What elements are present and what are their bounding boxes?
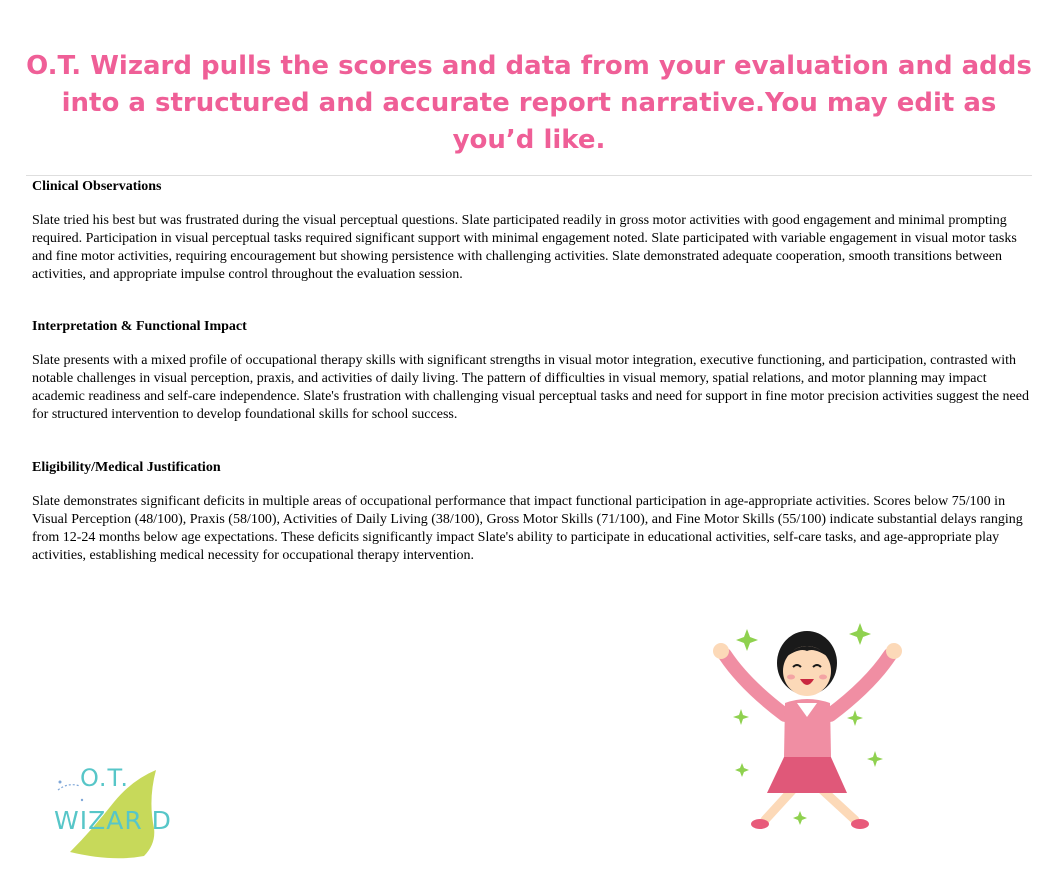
section-title: Eligibility/Medical Justification — [32, 460, 221, 475]
section-title: Interpretation & Functional Impact — [32, 319, 247, 334]
ot-wizard-logo — [52, 760, 177, 860]
section-clinical-observations — [32, 178, 1032, 284]
section-body[interactable]: Slate presents with a mixed profile of occupational therapy skills with significant strengths in visual motor integration, executive functioning, and participation, contrasted with notable challenges in visual perception, praxis, and activities of daily living. The pattern of difficulties in visual memory, spatial relations, and motor planning may impact academic readiness and self-care independence. Slate's frustration with challenging visual perceptual tasks and need for support in fine motor precision activities suggest the need for structured intervention to develop foundational skills for school success. — [32, 353, 1029, 422]
section-body[interactable]: Slate tried his best but was frustrated during the visual perceptual questions. Slate participated readily in gross motor activities with good engagement and minimal prompting required. Participation in visual perceptual tasks required significant support with minimal engagement noted. Slate participated with variable engagement in visual motor tasks and fine motor activities, requiring encouragement but showing persistence with challenging activities. Slate demonstrated adequate cooperation, smooth transitions between activities, and appropriate impulse control throughout the evaluation session. — [32, 213, 1017, 282]
section-body[interactable]: Slate demonstrates significant deficits in multiple areas of occupational performance that impact functional participation in age-appropriate activities. Scores below 75/100 in Visual Perception (48/100), Praxis (58/100), Activities of Daily Living (38/100), Gross Motor Skills (71/100), and Fine Motor Skills (55/100) indicate substantial delays ranging from 12-24 months below age expectations. These deficits significantly impact Slate's ability to participate in educational activities, self-care tasks, and age-appropriate play activities, establishing medical necessity for occupational therapy intervention. — [32, 494, 1023, 563]
section-interpretation — [32, 318, 1032, 424]
headline: O.T. Wizard pulls the scores and data from your evaluation and adds into a structured and accurate report narrative.You may edit as you’d like. — [26, 51, 1032, 155]
section-eligibility — [32, 459, 1032, 565]
logo-line-1: O.T. — [80, 764, 129, 792]
logo-line-2: WIZAR D — [54, 806, 172, 835]
cheerful-girl-icon — [705, 615, 910, 835]
divider — [26, 175, 1032, 176]
section-title: Clinical Observations — [32, 179, 162, 194]
